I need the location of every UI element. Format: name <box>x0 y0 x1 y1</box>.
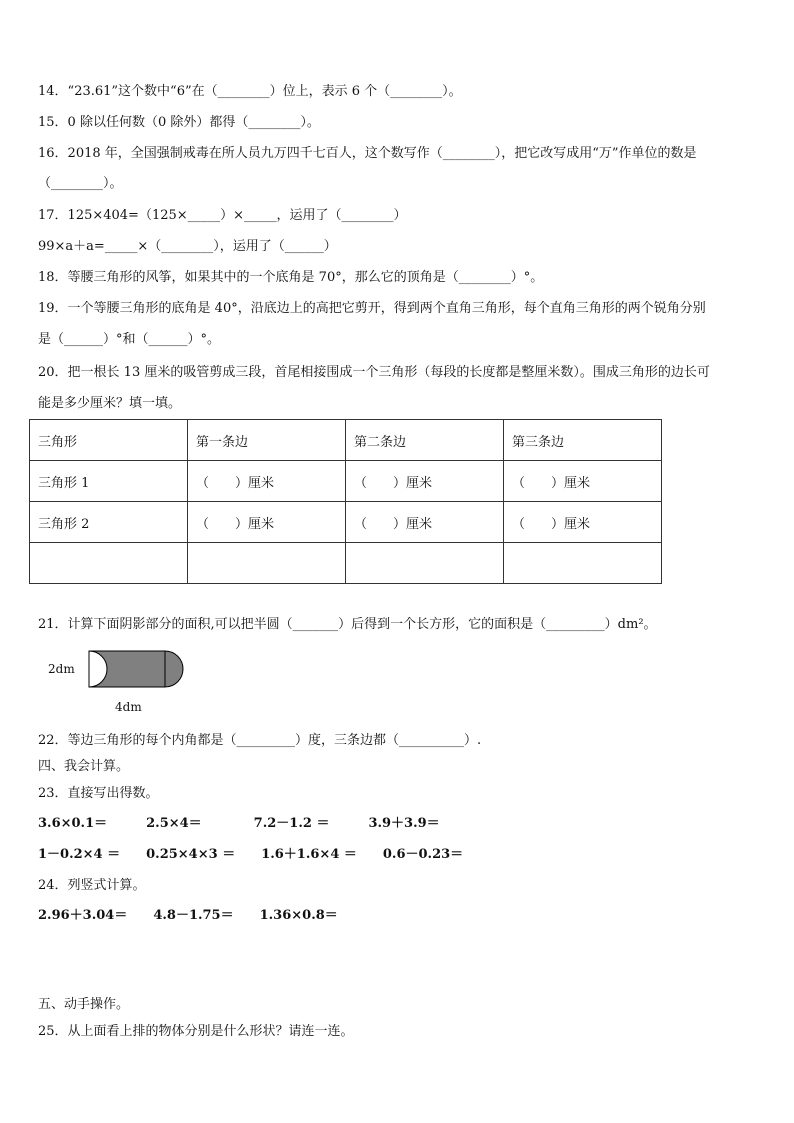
table-row <box>30 461 662 502</box>
question-24: 24．列竖式计算。 <box>38 878 146 893</box>
table-row <box>30 543 662 584</box>
question-15: 15．0 除以任何数（0 除外）都得（________）。 <box>38 115 320 130</box>
table-cell <box>188 543 346 584</box>
table-cell <box>504 543 662 584</box>
table-cell: （ ）厘米 <box>504 461 662 502</box>
question-16-line2: （________）。 <box>38 176 123 191</box>
table-cell: （ ）厘米 <box>188 461 346 502</box>
table-header-cell: 第一条边 <box>188 420 346 461</box>
section-4-heading: 四、我会计算。 <box>38 759 130 774</box>
table-header-cell: 三角形 <box>30 420 188 461</box>
table-row <box>30 502 662 543</box>
table-cell: （ ）厘米 <box>504 502 662 543</box>
mental-calc-row-2: 1－0.2×4 ＝ 0.25×4×3 ＝ 1.6＋1.6×4 ＝ 0.6－0.23＝ <box>38 847 464 862</box>
triangle-sides-table <box>29 419 662 584</box>
table-header-cell: 第三条边 <box>504 420 662 461</box>
question-19-line2: 是（______）°和（______）°。 <box>38 332 221 347</box>
question-25: 25．从上面看上排的物体分别是什么形状？请连一连。 <box>38 1024 354 1039</box>
question-20-line1: 20．把一根长 13 厘米的吸管剪成三段，首尾相接围成一个三角形（每段的长度都是整厘米数）。围成三角形的边长可 <box>38 365 710 380</box>
table-cell <box>346 543 504 584</box>
table-cell: （ ）厘米 <box>346 461 504 502</box>
question-19-line1: 19．一个等腰三角形的底角是 40°，沿底边上的高把它剪开，得到两个直角三角形，每个直角三角形的两个锐角分别 <box>38 301 706 316</box>
height-label: 2dm <box>48 662 75 676</box>
question-21: 21．计算下面阴影部分的面积,可以把半圆（_______）后得到一个长方形，它的面积是（_________）dm²。 <box>38 617 657 632</box>
width-label: 4dm <box>115 700 142 714</box>
table-header-row <box>30 420 662 461</box>
table-cell: 三角形 1 <box>30 461 188 502</box>
table-cell: （ ）厘米 <box>188 502 346 543</box>
vertical-calc-row: 2.96＋3.04＝ 4.8－1.75＝ 1.36×0.8＝ <box>38 908 338 923</box>
cut-semicircle <box>89 651 107 687</box>
question-14: 14．“23.61”这个数中“6”在（________）位上，表示 6 个（________）。 <box>38 84 462 99</box>
shaded-region <box>89 651 183 687</box>
table-header-cell: 第二条边 <box>346 420 504 461</box>
question-17-line1: 17．125×404=（125×_____）×_____，运用了（________） <box>38 208 407 223</box>
section-5-heading: 五、动手操作。 <box>38 997 130 1012</box>
question-23: 23．直接写出得数。 <box>38 786 159 801</box>
mental-calc-row-1: 3.6×0.1＝ 2.5×4＝ 7.2－1.2 ＝ 3.9＋3.9＝ <box>38 816 440 831</box>
table-cell <box>30 543 188 584</box>
question-20-line2: 能是多少厘米？填一填。 <box>38 396 182 411</box>
question-16-line1: 16．2018 年，全国强制戒毒在所人员九万四千七百人，这个数写作（________），把它改写成用“万”作单位的数是 <box>38 146 697 161</box>
question-22: 22．等边三角形的每个内角都是（_________）度，三条边都（__________）. <box>38 733 482 748</box>
question-17-line2: 99×a＋a=_____×（________），运用了（______） <box>38 239 337 254</box>
table-cell: （ ）厘米 <box>346 502 504 543</box>
table-cell: 三角形 2 <box>30 502 188 543</box>
question-18: 18．等腰三角形的风筝，如果其中的一个底角是 70°，那么它的顶角是（________）°。 <box>38 270 544 285</box>
